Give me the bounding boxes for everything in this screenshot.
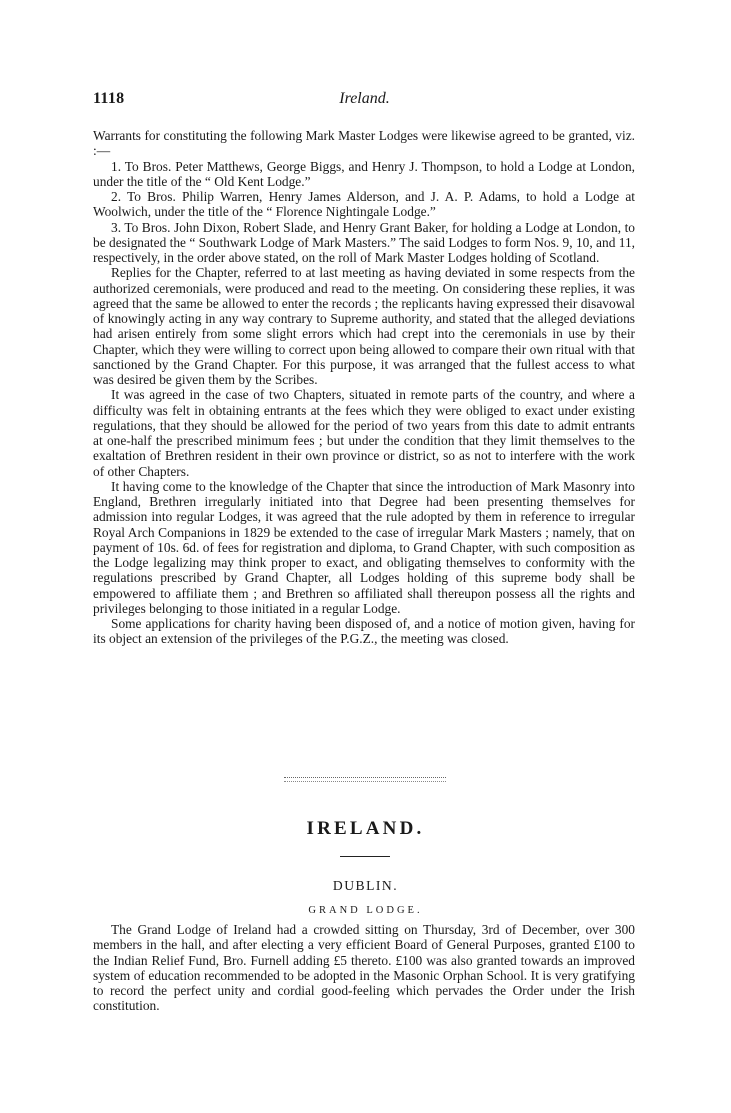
section-title: IRELAND. [306, 818, 425, 839]
section-subsubtitle: GRAND LODGE. [308, 905, 423, 916]
ireland-body-text [93, 922, 635, 1014]
title-rule [340, 856, 390, 857]
paragraph: It was agreed in the case of two Chapters, situated in remote parts of the country, and where a difficulty was felt in obtaining entrants at the fees which they were obliged to exact under existing regulations, that they should be allowed for the period of two years from this date to admit entrants at one-half the prescribed minimum fees ; but under the condition that they limit themselves to the exaltation of Brethren resident in their own province or district, so as not to interfere with the work of other Chapters. [93, 387, 635, 479]
paragraph: The Grand Lodge of Ireland had a crowded sitting on Thursday, 3rd of December, over 300 members in the hall, and after electing a very efficient Board of General Purposes, granted £100 to the Indian Relief Fund, Bro. Furnell adding £5 thereto. £100 was also granted towards an improved system of education recommended to be adopted in the Masonic Orphan School. It is very gratifying to record the perfect unity and cordial good-feeling which pervades the Order under the Irish constitution. [93, 922, 635, 1014]
page-number: 1118 [93, 90, 125, 107]
body-text [93, 128, 635, 647]
section-separator [284, 777, 446, 782]
section-subtitle: DUBLIN. [332, 878, 399, 893]
paragraph: It having come to the knowledge of the Chapter that since the introduction of Mark Masonry into England, Brethren irregularly initiated into that Degree had been presenting themselves for admission into regular Lodges, it was agreed that the rule adopted by them in reference to irregular Royal Arch Companions in 1829 be extended to the case of irregular Mark Masters ; namely, that on payment of 10s. 6d. of fees for registration and diploma, to Grand Chapter, with such composition as the Lodge legalizing may think proper to exact, and obligating themselves to conformity with the regulations prescribed by Grand Chapter, all Lodges holding of this supreme body shall be empowered to affiliate them ; and Brethren so affiliated shall thereupon possess all the rights and privileges belonging to those initiated in a regular Lodge. [93, 478, 635, 616]
paragraph: Replies for the Chapter, referred to at last meeting as having deviated in some respects from the authorized ceremonials, were produced and read to the meeting. On considering these replies, it was agreed that the same be allowed to enter the records ; the replicants having expressed their disavowal of knowingly acting in any way contrary to Supreme authority, and stated that the alleged deviations had arisen entirely from some slight errors which had crept into the ceremonials in use by their Chapter, which they were willing to correct upon being allowed to compare their own ritual with that sanctioned by the Grand Chapter. For this purpose, it was arranged that the fullest access to what was desired be given them by the Scribes. [93, 265, 635, 387]
page-header [93, 90, 636, 112]
paragraph: 1. To Bros. Peter Matthews, George Biggs, and Henry J. Thompson, to hold a Lodge at London, under the title of the “ Old Kent Lodge.” [93, 158, 635, 189]
paragraph: Some applications for charity having been disposed of, and a notice of motion given, having for its object an extension of the privileges of the P.G.Z., the meeting was closed. [93, 616, 635, 647]
paragraph: 3. To Bros. John Dixon, Robert Slade, and Henry Grant Baker, for holding a Lodge at London, to be designated the “ Southwark Lodge of Mark Masters.” The said Lodges to form Nos. 9, 10, and 11, respectively, in the order above stated, on the roll of Mark Master Lodges holding of Scotland. [93, 219, 635, 265]
paragraph: Warrants for constituting the following Mark Master Lodges were likewise agreed to be granted, viz. :— [93, 128, 635, 159]
paragraph: 2. To Bros. Philip Warren, Henry James Alderson, and J. A. P. Adams, to hold a Lodge at Woolwich, under the title of the “ Florence Nightingale Lodge.” [93, 189, 635, 220]
running-head: Ireland. [339, 90, 390, 107]
